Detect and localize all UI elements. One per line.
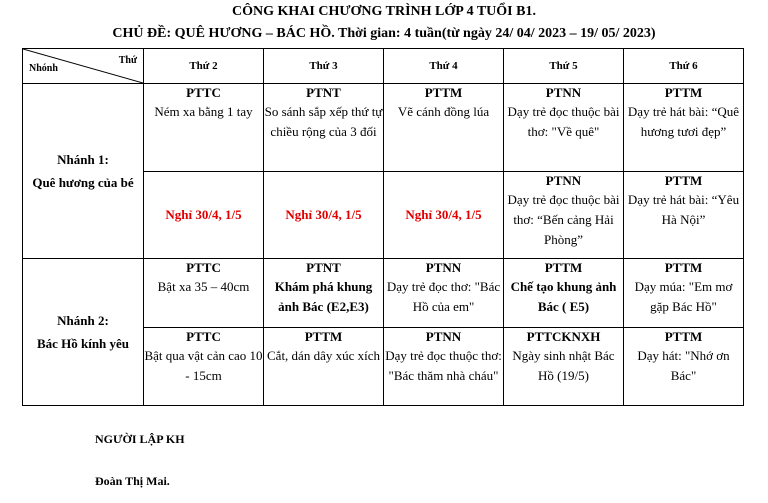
activity-cell bbox=[504, 172, 624, 259]
day-header-wed: Thứ 4 bbox=[384, 49, 504, 84]
branch-1-label bbox=[23, 84, 144, 259]
activity-text: Vẽ cánh đồng lúa bbox=[397, 104, 490, 119]
activity-text: Dạy trẻ đọc thuộc thơ: "Bác thăm nhà cháu" bbox=[385, 348, 502, 383]
activity-category: PTNN bbox=[425, 260, 462, 275]
activity-category: PTTC bbox=[186, 260, 221, 275]
schedule-table bbox=[22, 48, 744, 406]
signature-label: NGƯỜI LẬP KH bbox=[95, 432, 185, 446]
activity-text: Dạy trẻ hát bài: “Quê hương tươi đẹp” bbox=[627, 104, 740, 139]
activity-category: PTTM bbox=[664, 260, 703, 275]
activity-category: PTTCKNXH bbox=[526, 329, 601, 344]
activity-category: PTNT bbox=[306, 260, 341, 275]
branch-2-label bbox=[23, 259, 144, 406]
activity-category: PTNN bbox=[425, 329, 462, 344]
signature-name: Đoàn Thị Mai. bbox=[95, 474, 170, 488]
activity-cell bbox=[144, 259, 264, 328]
table-row bbox=[23, 84, 744, 172]
activity-cell bbox=[264, 259, 384, 328]
activity-text: Dạy trẻ hát bài: “Yêu Hà Nội” bbox=[627, 192, 740, 227]
activity-category: PTTM bbox=[424, 85, 463, 100]
activity-text: Bật xa 35 – 40cm bbox=[157, 279, 250, 294]
table-row bbox=[23, 259, 744, 328]
activity-cell bbox=[624, 259, 744, 328]
activity-cell bbox=[264, 84, 384, 172]
activity-text: Dạy trẻ đọc thơ: "Bác Hồ của em" bbox=[386, 279, 501, 314]
corner-cell bbox=[23, 49, 144, 84]
activity-cell bbox=[384, 84, 504, 172]
holiday-text: Nghỉ 30/4, 1/5 bbox=[165, 207, 242, 222]
day-header-tue: Thứ 3 bbox=[264, 49, 384, 84]
activity-cell bbox=[504, 259, 624, 328]
activity-category: PTNN bbox=[545, 85, 582, 100]
holiday-cell bbox=[144, 172, 264, 259]
activity-cell bbox=[504, 84, 624, 172]
branch-name: Bác Hồ kính yêu bbox=[36, 335, 130, 351]
activity-text: Dạy trẻ đọc thuộc bài thơ: “Bến cảng Hải Phòng” bbox=[507, 192, 620, 247]
document-subtitle: CHỦ ĐỀ: QUÊ HƯƠNG – BÁC HỒ. Thời gian: 4 tuần(từ ngày 24/ 04/ 2023 – 19/ 05/ 2023) bbox=[112, 26, 656, 41]
activity-text: Cắt, dán dây xúc xích bbox=[267, 348, 380, 363]
activity-cell bbox=[504, 328, 624, 406]
activity-cell bbox=[624, 328, 744, 406]
activity-cell bbox=[384, 328, 504, 406]
activity-category: PTTM bbox=[664, 329, 703, 344]
activity-text: Khám phá khung ảnh Bác (E2,E3) bbox=[274, 279, 373, 314]
activity-text: Bật qua vật cản cao 10 - 15cm bbox=[144, 348, 263, 383]
activity-cell bbox=[144, 328, 264, 406]
activity-category: PTTM bbox=[664, 85, 703, 100]
activity-cell bbox=[624, 172, 744, 259]
activity-text: Dạy trẻ đọc thuộc bài thơ: "Về quê" bbox=[507, 104, 620, 139]
holiday-text: Nghỉ 30/4, 1/5 bbox=[285, 207, 362, 222]
activity-category: PTTM bbox=[304, 329, 343, 344]
activity-category: PTNT bbox=[306, 85, 341, 100]
activity-cell bbox=[384, 259, 504, 328]
holiday-cell bbox=[384, 172, 504, 259]
activity-cell bbox=[264, 328, 384, 406]
day-header-thu: Thứ 5 bbox=[504, 49, 624, 84]
activity-text: Dạy múa: "Em mơ gặp Bác Hồ" bbox=[634, 279, 733, 314]
activity-text: Dạy hát: "Nhớ ơn Bác" bbox=[637, 348, 730, 383]
header-row bbox=[23, 49, 744, 84]
branch-name: Quê hương của bé bbox=[32, 174, 134, 190]
activity-text: Ném xa bằng 1 tay bbox=[154, 104, 253, 119]
activity-category: PTTM bbox=[544, 260, 583, 275]
corner-day-label: Thứ bbox=[118, 55, 137, 66]
activity-category: PTTC bbox=[186, 329, 221, 344]
activity-text: So sánh sắp xếp thứ tự chiều rộng của 3 đối bbox=[264, 104, 383, 139]
holiday-cell bbox=[264, 172, 384, 259]
document-title: CÔNG KHAI CHƯƠNG TRÌNH LỚP 4 TUỔI B1. bbox=[232, 4, 536, 19]
activity-text: Chế tạo khung ảnh Bác ( E5) bbox=[510, 279, 617, 314]
branch-title: Nhánh 2: bbox=[57, 312, 109, 328]
activity-cell bbox=[624, 84, 744, 172]
activity-text: Ngày sinh nhật Bác Hồ (19/5) bbox=[512, 348, 615, 383]
activity-cell bbox=[144, 84, 264, 172]
branch-title: Nhánh 1: bbox=[57, 151, 109, 167]
holiday-text: Nghỉ 30/4, 1/5 bbox=[405, 207, 482, 222]
activity-category: PTTC bbox=[186, 85, 221, 100]
corner-branch-label: Nhónh bbox=[29, 63, 58, 74]
day-header-mon: Thứ 2 bbox=[144, 49, 264, 84]
day-header-fri: Thứ 6 bbox=[624, 49, 744, 84]
activity-category: PTNN bbox=[545, 173, 582, 188]
activity-category: PTTM bbox=[664, 173, 703, 188]
